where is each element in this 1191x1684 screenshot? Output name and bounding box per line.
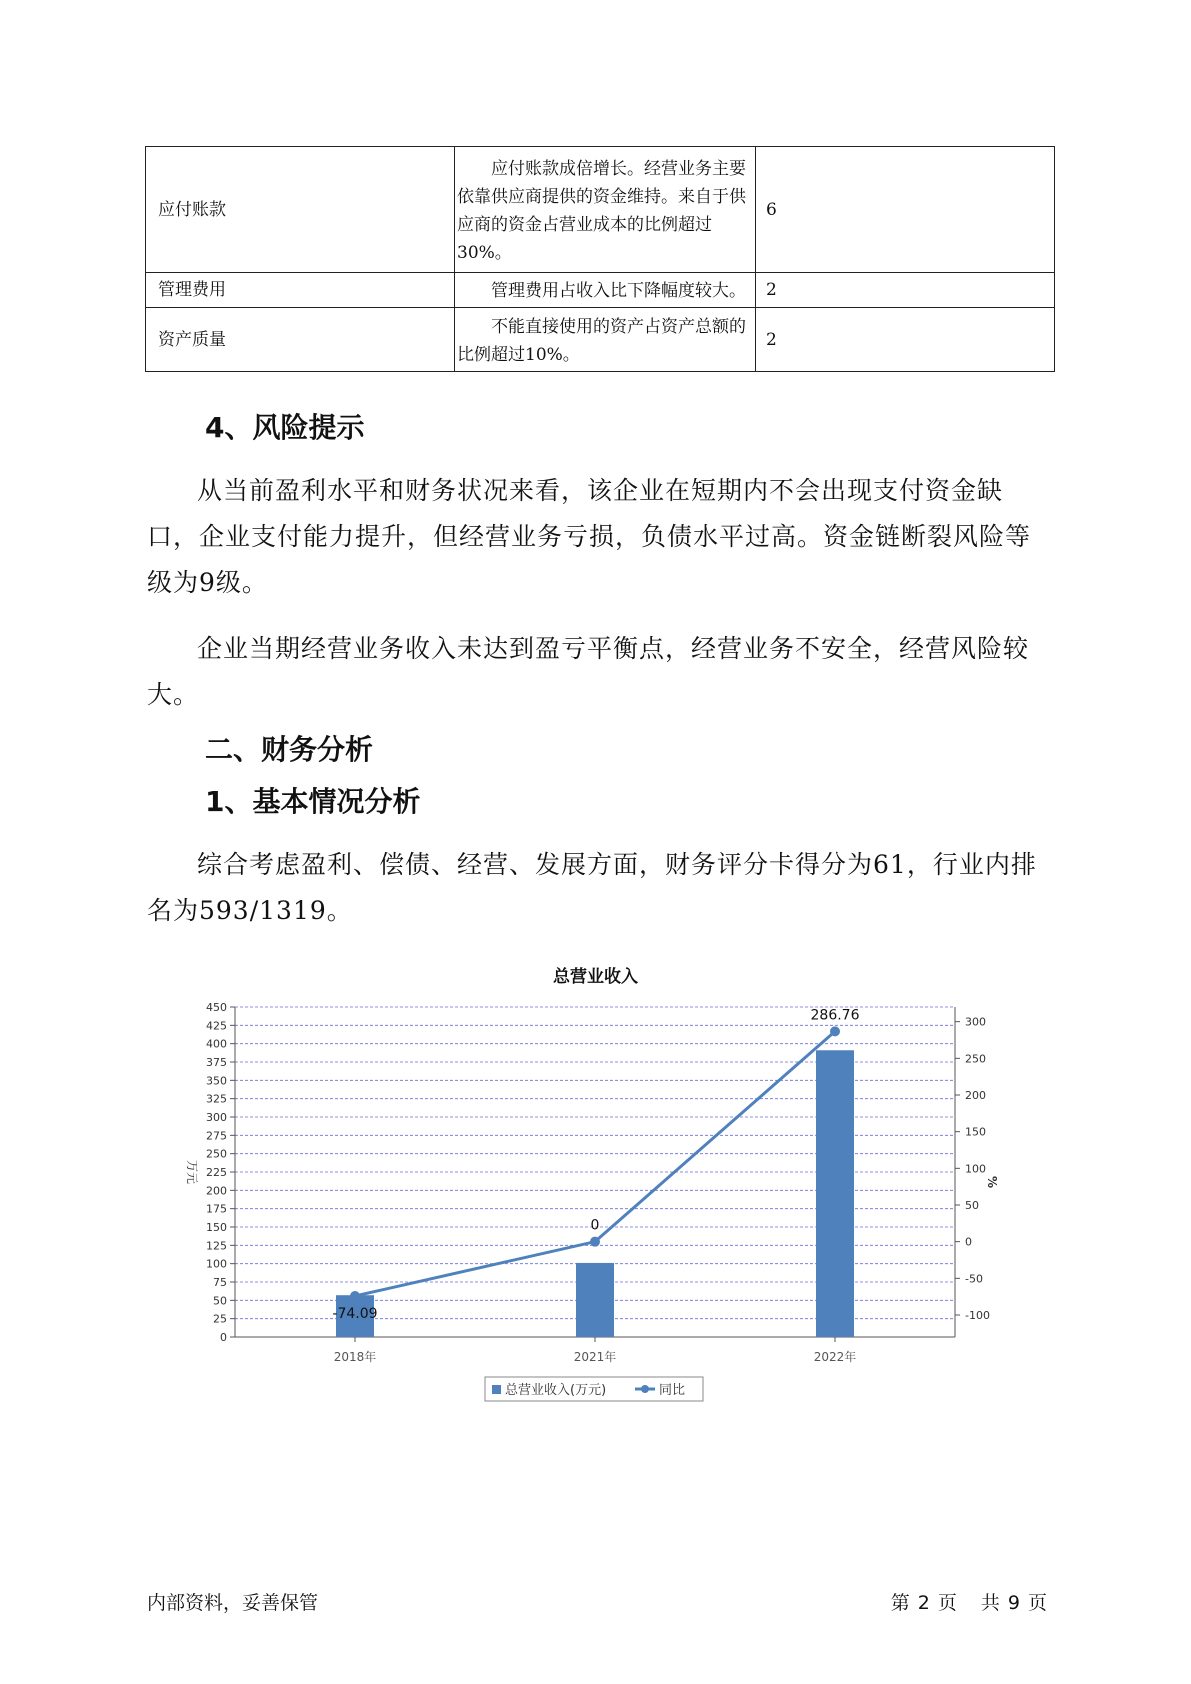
y2-tick-label: 300 xyxy=(965,1015,986,1029)
bar xyxy=(816,1050,854,1337)
footer-page-indicator xyxy=(887,1588,1051,1615)
y-tick-label: 325 xyxy=(206,1092,227,1106)
y2-tick-label: 50 xyxy=(965,1199,979,1212)
y-tick-label: 0 xyxy=(220,1331,227,1344)
table-cell-score: 2 xyxy=(756,273,1055,308)
y-tick-label: 50 xyxy=(213,1294,227,1308)
page-number: 2 xyxy=(917,1592,930,1614)
y-tick-label: 25 xyxy=(213,1312,227,1326)
footer-confidential-note: 内部资料，妥善保管 xyxy=(147,1592,319,1614)
y-tick-label: 250 xyxy=(206,1147,227,1161)
risk-indicator-table xyxy=(145,146,1055,372)
table-cell-score: 6 xyxy=(756,147,1055,273)
subsection-heading-basic: 1、基本情况分析 xyxy=(205,785,421,818)
table-cell-item: 应付账款 xyxy=(146,147,455,273)
y2-tick-label: -100 xyxy=(965,1309,990,1322)
section-heading-risk: 4、风险提示 xyxy=(205,411,365,444)
x-tick-label: 2022年 xyxy=(813,1350,857,1364)
table-cell-score: 2 xyxy=(756,308,1055,372)
yoy-data-label: 0 xyxy=(590,1217,600,1234)
legend-label-revenue: 总营业收入(万元) xyxy=(505,1383,607,1398)
y2-tick-label: -50 xyxy=(965,1272,983,1286)
yoy-data-label: 286.76 xyxy=(810,1007,860,1024)
y2-tick-label: 250 xyxy=(965,1052,986,1066)
y-tick-label: 425 xyxy=(206,1019,227,1033)
bar xyxy=(576,1263,614,1337)
y-tick-label: 275 xyxy=(206,1129,227,1143)
table-cell-item: 资产质量 xyxy=(146,308,455,372)
yoy-data-label: -74.09 xyxy=(332,1305,378,1322)
y-tick-label: 300 xyxy=(206,1111,227,1124)
y-tick-label: 150 xyxy=(206,1221,227,1234)
y-axis-label: 万元 xyxy=(185,1159,199,1185)
legend-label-yoy: 同比 xyxy=(659,1383,686,1398)
y-tick-label: 125 xyxy=(206,1239,227,1253)
total-number: 9 xyxy=(1007,1592,1020,1614)
y2-axis-label: % xyxy=(985,1175,999,1189)
x-tick-label: 2021年 xyxy=(573,1350,617,1364)
basic-analysis-paragraph: 综合考虑盈利、偿债、经营、发展方面，财务评分卡得分为61，行业内排名为593/1319。 xyxy=(147,850,1037,925)
table-row xyxy=(146,308,1055,372)
yoy-line xyxy=(355,1031,835,1296)
y-tick-label: 350 xyxy=(206,1074,227,1088)
table-cell-desc: 不能直接使用的资产占资产总额的比例超过10%。 xyxy=(455,308,756,372)
y-tick-label: 375 xyxy=(206,1056,227,1069)
y2-tick-label: 0 xyxy=(965,1235,972,1249)
table-cell-desc: 应付账款成倍增长。经营业务主要依靠供应商提供的资金维持。来自于供应商的资金占营业成本的比例超过30%。 xyxy=(455,147,756,273)
table-cell-desc: 管理费用占收入比下降幅度较大。 xyxy=(455,273,756,308)
y-tick-label: 100 xyxy=(206,1257,227,1271)
yoy-point xyxy=(590,1237,600,1247)
x-tick-label: 2018年 xyxy=(333,1350,377,1364)
y-tick-label: 200 xyxy=(206,1184,227,1198)
total-unit: 页 xyxy=(1027,1592,1047,1614)
legend-swatch-bar xyxy=(492,1385,501,1394)
y-tick-label: 75 xyxy=(213,1276,227,1289)
y-tick-label: 400 xyxy=(206,1037,227,1051)
yoy-point xyxy=(830,1026,840,1036)
y-tick-label: 175 xyxy=(206,1202,227,1216)
table-cell-item: 管理费用 xyxy=(146,273,455,308)
legend-swatch-point xyxy=(641,1385,649,1393)
y2-tick-label: 100 xyxy=(965,1162,986,1176)
y-tick-label: 225 xyxy=(206,1166,227,1179)
chart-title: 总营业收入 xyxy=(553,967,638,987)
table-row xyxy=(146,273,1055,308)
table-row xyxy=(146,147,1055,273)
y2-tick-label: 150 xyxy=(965,1125,986,1139)
page-unit: 页 xyxy=(937,1592,957,1614)
yoy-point xyxy=(350,1291,360,1301)
risk-paragraph-1: 从当前盈利水平和财务状况来看，该企业在短期内不会出现支付资金缺口，企业支付能力提升，但经营业务亏损，负债水平过高。资金链断裂风险等级为9级。 xyxy=(147,476,1032,597)
y-tick-label: 450 xyxy=(206,1001,227,1014)
risk-paragraph-2: 企业当期经营业务收入未达到盈亏平衡点，经营业务不安全，经营风险较大。 xyxy=(147,634,1030,709)
revenue-chart xyxy=(160,985,1000,1415)
y2-tick-label: 200 xyxy=(965,1089,986,1102)
section-heading-finance: 二、财务分析 xyxy=(205,733,374,766)
page-prefix: 第 xyxy=(890,1592,910,1614)
total-prefix: 共 xyxy=(980,1592,1000,1614)
